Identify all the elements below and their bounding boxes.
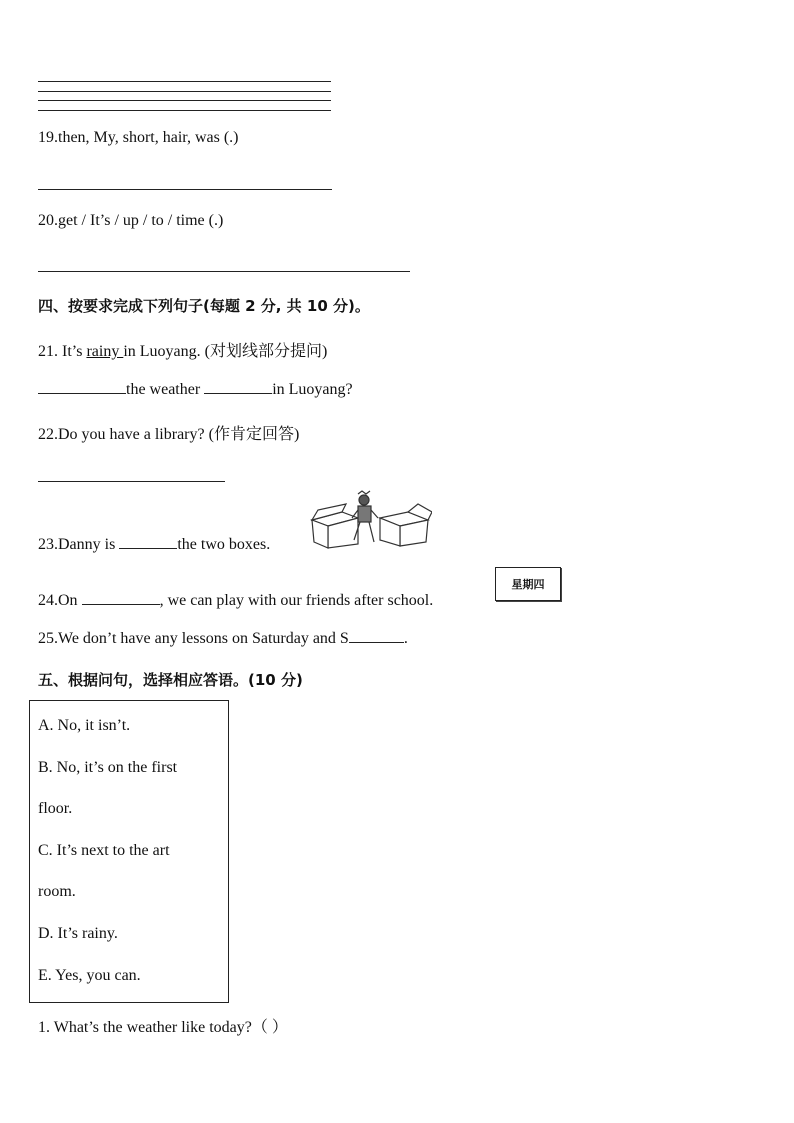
option-c-continued: room. bbox=[38, 883, 76, 900]
answer-line-top-2 bbox=[38, 91, 331, 92]
option-b-continued: floor. bbox=[38, 800, 73, 817]
answer-line-22[interactable] bbox=[38, 481, 225, 482]
answer-parentheses[interactable]: （ ） bbox=[251, 1019, 288, 1036]
question-number: 24. bbox=[38, 592, 58, 609]
answer-blank[interactable] bbox=[82, 590, 160, 605]
question-20 bbox=[38, 212, 223, 230]
question-22 bbox=[38, 421, 299, 444]
answer-line-top-3 bbox=[38, 100, 331, 101]
section-5-heading: 五、根据问句，选择相应答语。(10 分) bbox=[38, 671, 303, 689]
question-24: 24.On , we can play with our friends after school. bbox=[38, 592, 434, 609]
answer-blank[interactable] bbox=[38, 379, 126, 394]
underlined-word: rainy bbox=[86, 343, 124, 360]
answer-line-19[interactable] bbox=[38, 189, 332, 190]
answer-blank[interactable] bbox=[204, 379, 272, 394]
question-number: 23. bbox=[38, 536, 58, 553]
question-23: 23.Danny is the two boxes. bbox=[38, 536, 271, 553]
question-text: Do you have a library? (作肯定回答) bbox=[58, 426, 300, 443]
option-a: A. No, it isn’t. bbox=[38, 717, 131, 734]
option-d: D. It’s rainy. bbox=[38, 925, 118, 942]
answer-blank[interactable] bbox=[349, 628, 404, 643]
question-19 bbox=[38, 129, 239, 147]
question-number: 25. bbox=[38, 630, 58, 647]
question-number: 21. bbox=[38, 343, 58, 360]
option-b: B. No, it’s on the first bbox=[38, 759, 178, 776]
question-number: 20. bbox=[38, 212, 58, 229]
question-number: 19. bbox=[38, 129, 58, 146]
answer-blank[interactable] bbox=[119, 534, 177, 549]
answer-line-top-4 bbox=[38, 110, 331, 111]
question-text: get / It’s / up / to / time (.) bbox=[58, 212, 224, 229]
answer-line-20[interactable] bbox=[38, 271, 410, 272]
question-number: 22. bbox=[38, 426, 58, 443]
option-c: C. It’s next to the art bbox=[38, 842, 170, 859]
question-25: 25.We don’t have any lessons on Saturday and S . bbox=[38, 630, 408, 647]
boxes-illustration bbox=[308, 490, 432, 550]
question-text: 1. What’s the weather like today? bbox=[38, 1019, 252, 1036]
option-e: E. Yes, you can. bbox=[38, 967, 141, 984]
weekday-stamp: 星期四 bbox=[495, 567, 561, 601]
section-4-heading: 四、按要求完成下列句子(每题 2 分, 共 10 分)。 bbox=[38, 297, 370, 315]
section-5-question-1 bbox=[38, 1014, 288, 1037]
answer-options-box bbox=[29, 700, 229, 1003]
question-text: then, My, short, hair, was (.) bbox=[58, 129, 239, 146]
question-21: 21. It’s rainy in Luoyang. (对划线部分提问) bbox=[38, 343, 328, 360]
question-21-answer: the weather in Luoyang? bbox=[38, 379, 353, 399]
answer-line-top-1 bbox=[38, 81, 331, 82]
